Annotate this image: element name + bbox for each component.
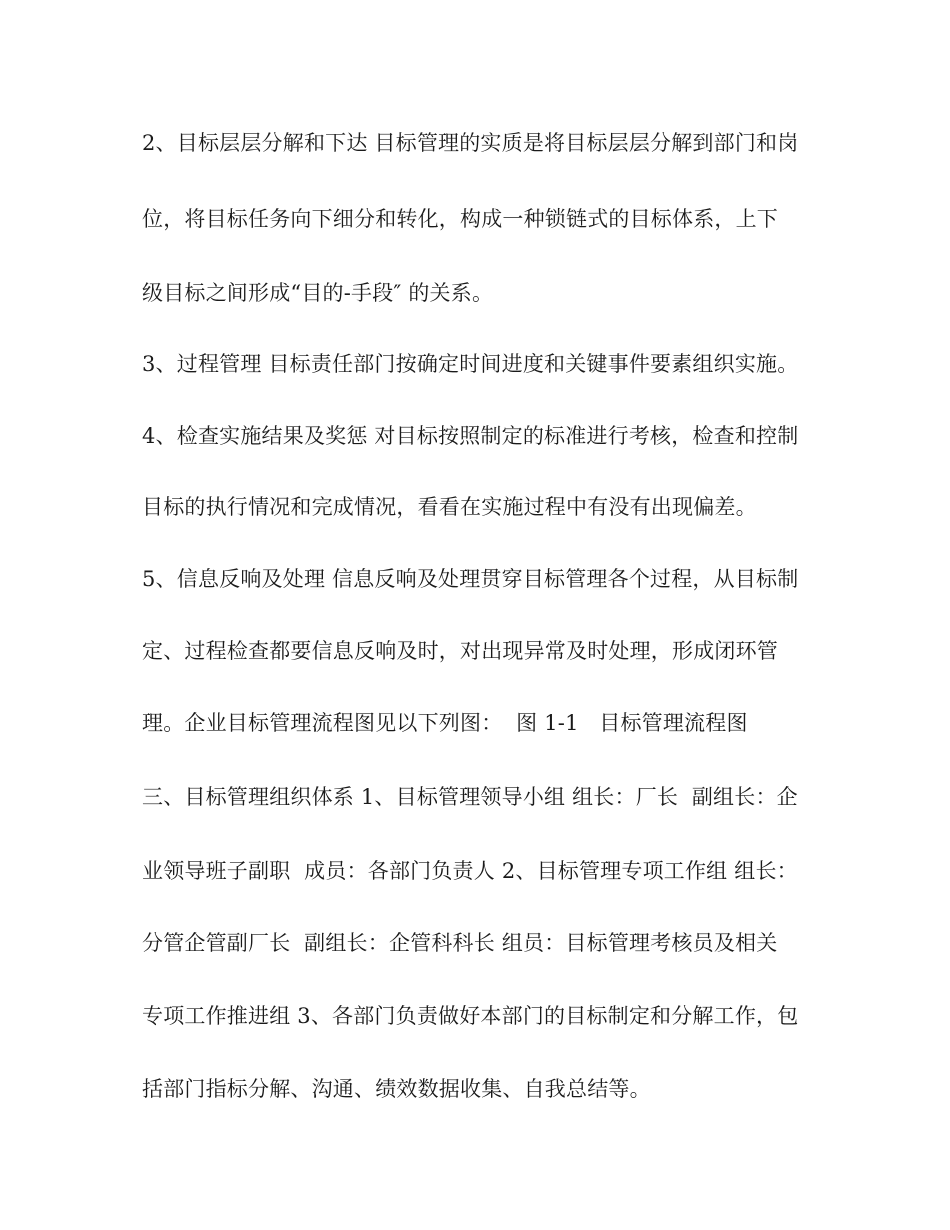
- paragraph-line: 4、检查实施结果及奖惩 对目标按照制定的标准进行考核，检查和控制: [142, 424, 799, 448]
- paragraph-line: 5、信息反响及处理 信息反响及处理贯穿目标管理各个过程，从目标制: [142, 567, 799, 591]
- paragraph-line: 3、过程管理 目标责任部门按确定时间进度和关键事件要素组织实施。: [142, 352, 799, 376]
- paragraph-line: 2、目标层层分解和下达 目标管理的实质是将目标层层分解到部门和岗: [142, 131, 799, 155]
- paragraph-line: 目标的执行情况和完成情况，看看在实施过程中有没有出现偏差。: [142, 495, 757, 519]
- paragraph-line: 括部门指标分解、沟通、绩效数据收集、自我总结等。: [142, 1077, 651, 1101]
- paragraph-line: 定、过程检查都要信息反响及时，对出现异常及时处理，形成闭环管: [142, 639, 778, 663]
- paragraph-line: 位，将目标任务向下细分和转化，构成一种锁链式的目标体系，上下: [142, 207, 778, 231]
- paragraph-line: 三、目标管理组织体系 1、目标管理领导小组 组长：厂长 副组长：企: [142, 785, 798, 809]
- paragraph-line: 专项工作推进组 3、各部门负责做好本部门的目标制定和分解工作，包: [142, 1004, 799, 1028]
- paragraph-line: 业领导班子副职 成员：各部门负责人 2、目标管理专项工作组 组长：: [142, 859, 798, 883]
- paragraph-line: 理。企业目标管理流程图见以下列图： 图 1-1 目标管理流程图: [142, 711, 748, 735]
- paragraph-line: 分管企管副厂长 副组长：企管科科长 组员：目标管理考核员及相关: [142, 931, 778, 955]
- paragraph-line: 级目标之间形成“目的-手段″ 的关系。: [142, 281, 494, 305]
